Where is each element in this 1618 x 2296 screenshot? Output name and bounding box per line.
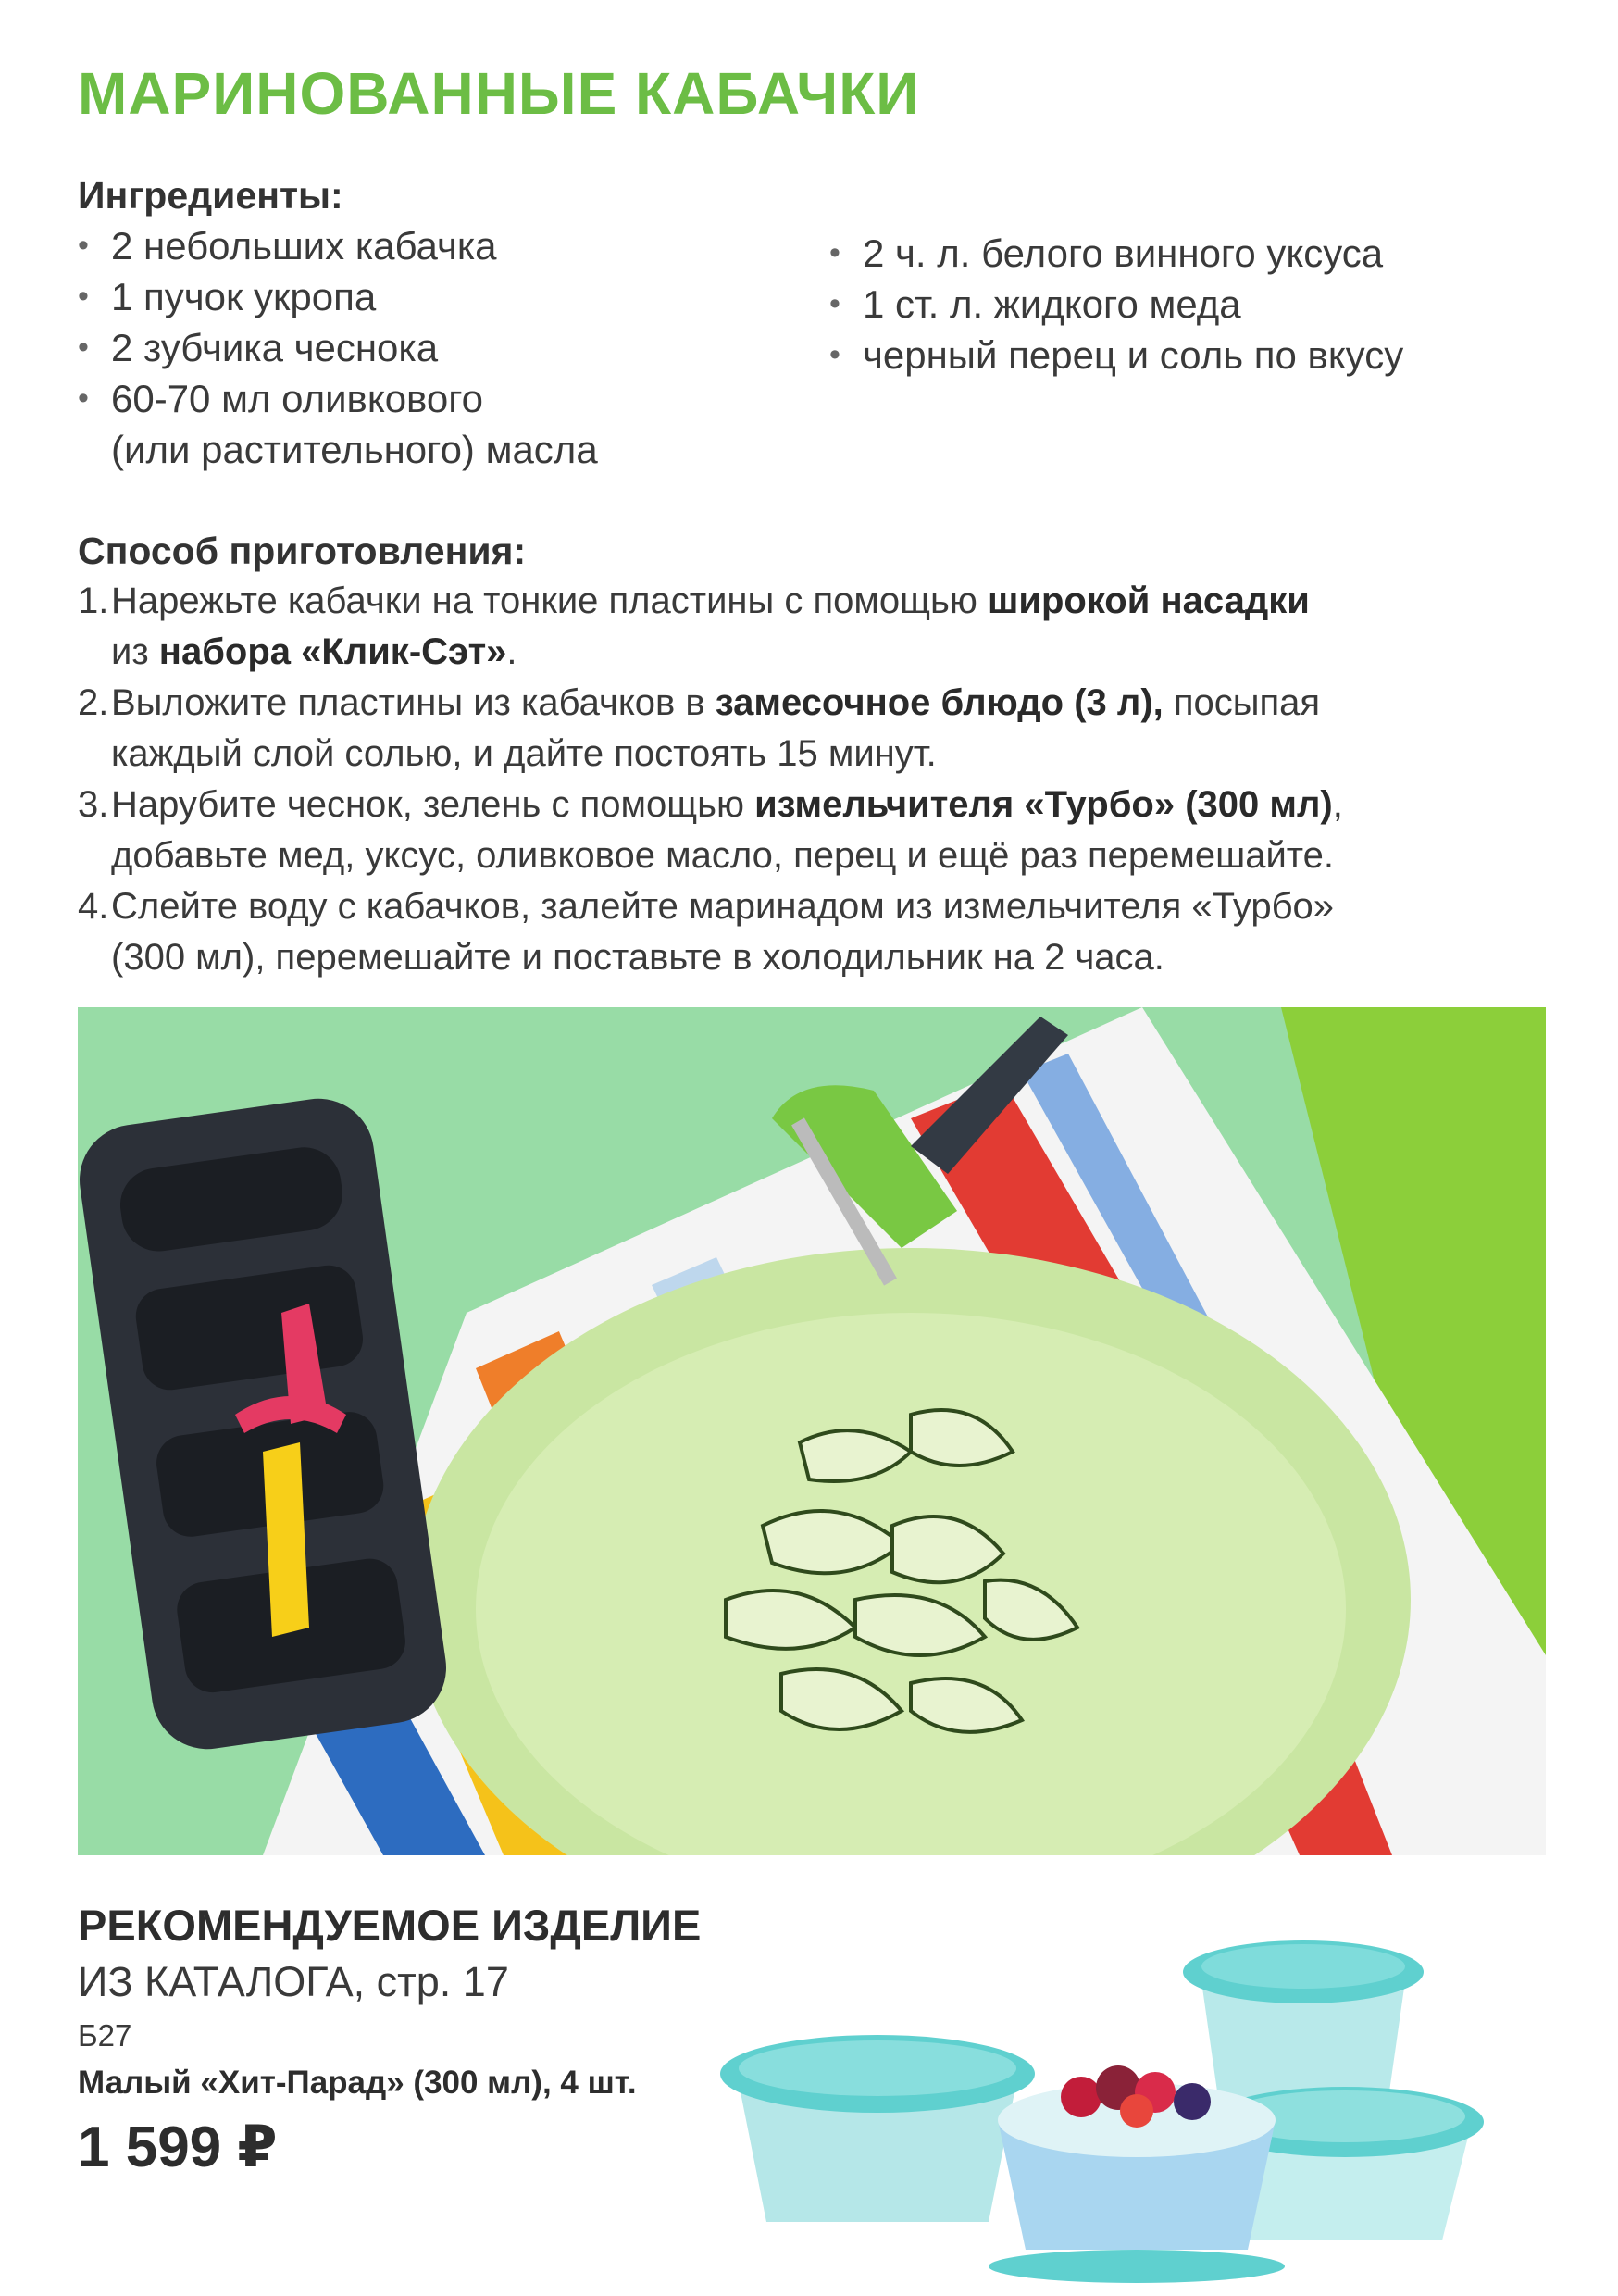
- step-text: ,: [1332, 784, 1343, 825]
- method-step: [78, 678, 1343, 780]
- method-step: [78, 576, 1343, 678]
- method-step: [78, 881, 1343, 983]
- product-mention: набора «Клик-Сэт»: [158, 631, 507, 672]
- step-text: добавьте мед, уксус, оливковое масло, перец и ещё раз перемешайте.: [111, 835, 1335, 876]
- product-mention: измельчителя «Турбо» (300 мл): [754, 784, 1333, 825]
- step-text: .: [506, 631, 517, 672]
- method-heading: Способ приготовления:: [78, 530, 527, 572]
- ingredient-item: • 2 ч. л. белого винного уксуса: [829, 228, 1403, 279]
- ingredients-list-left: [78, 220, 497, 424]
- catalog-reference: ИЗ КАТАЛОГА, стр. 17: [78, 1958, 509, 2005]
- step-text: посыпая: [1163, 682, 1321, 723]
- product-mention: широкой насадки: [988, 580, 1310, 621]
- ingredient-item: • 2 зубчика чеснока: [78, 322, 497, 373]
- product-photo: [720, 1907, 1516, 2287]
- ingredient-continuation: (или растительного) масла: [111, 428, 598, 471]
- ingredients-list-right: [829, 228, 1403, 381]
- product-code: Б27: [78, 2018, 132, 2053]
- step-text: Нарежьте кабачки на тонкие пластины с помощью: [111, 580, 989, 621]
- product-price: 1 599 ₽: [78, 2115, 278, 2179]
- container-left: [720, 2035, 1035, 2222]
- recommended-title: РЕКОМЕНДУЕМОЕ ИЗДЕЛИЕ: [78, 1901, 702, 1950]
- step-text: Выложите пластины из кабачков в: [111, 682, 716, 723]
- product-mention: замесочное блюдо (3 л),: [715, 682, 1164, 723]
- container-back: [1183, 1940, 1424, 2111]
- step-text: каждый слой солью, и дайте постоять 15 минут.: [111, 733, 937, 774]
- step-number: 1.: [78, 580, 109, 621]
- step-number: 2.: [78, 682, 109, 723]
- method-step: [78, 780, 1343, 881]
- step-number: 4.: [78, 886, 109, 927]
- ingredient-item: • 2 небольших кабачка: [78, 220, 497, 271]
- step-text: Нарубите чеснок, зелень с помощью: [111, 784, 755, 825]
- ingredients-heading: Ингредиенты:: [78, 174, 343, 217]
- ingredient-item: • 60-70 мл оливкового: [78, 373, 497, 424]
- ingredient-item: • 1 ст. л. жидкого меда: [829, 279, 1403, 330]
- container-fruit: [989, 2065, 1285, 2283]
- step-text: Слейте воду с кабачков, залейте маринадом из измельчителя «Турбо»: [111, 886, 1335, 927]
- step-text: из: [111, 631, 159, 672]
- ingredient-item: • черный перец и соль по вкусу: [829, 330, 1403, 381]
- step-number: 3.: [78, 784, 109, 825]
- recipe-title: МАРИНОВАННЫЕ КАБАЧКИ: [78, 60, 920, 127]
- step-text: (300 мл), перемешайте и поставьте в холодильник на 2 часа.: [111, 937, 1164, 978]
- recipe-photo: [78, 1007, 1546, 1855]
- method-steps: [78, 576, 1343, 983]
- ingredient-item: • 1 пучок укропа: [78, 271, 497, 322]
- product-name: Малый «Хит-Парад» (300 мл), 4 шт.: [78, 2065, 637, 2101]
